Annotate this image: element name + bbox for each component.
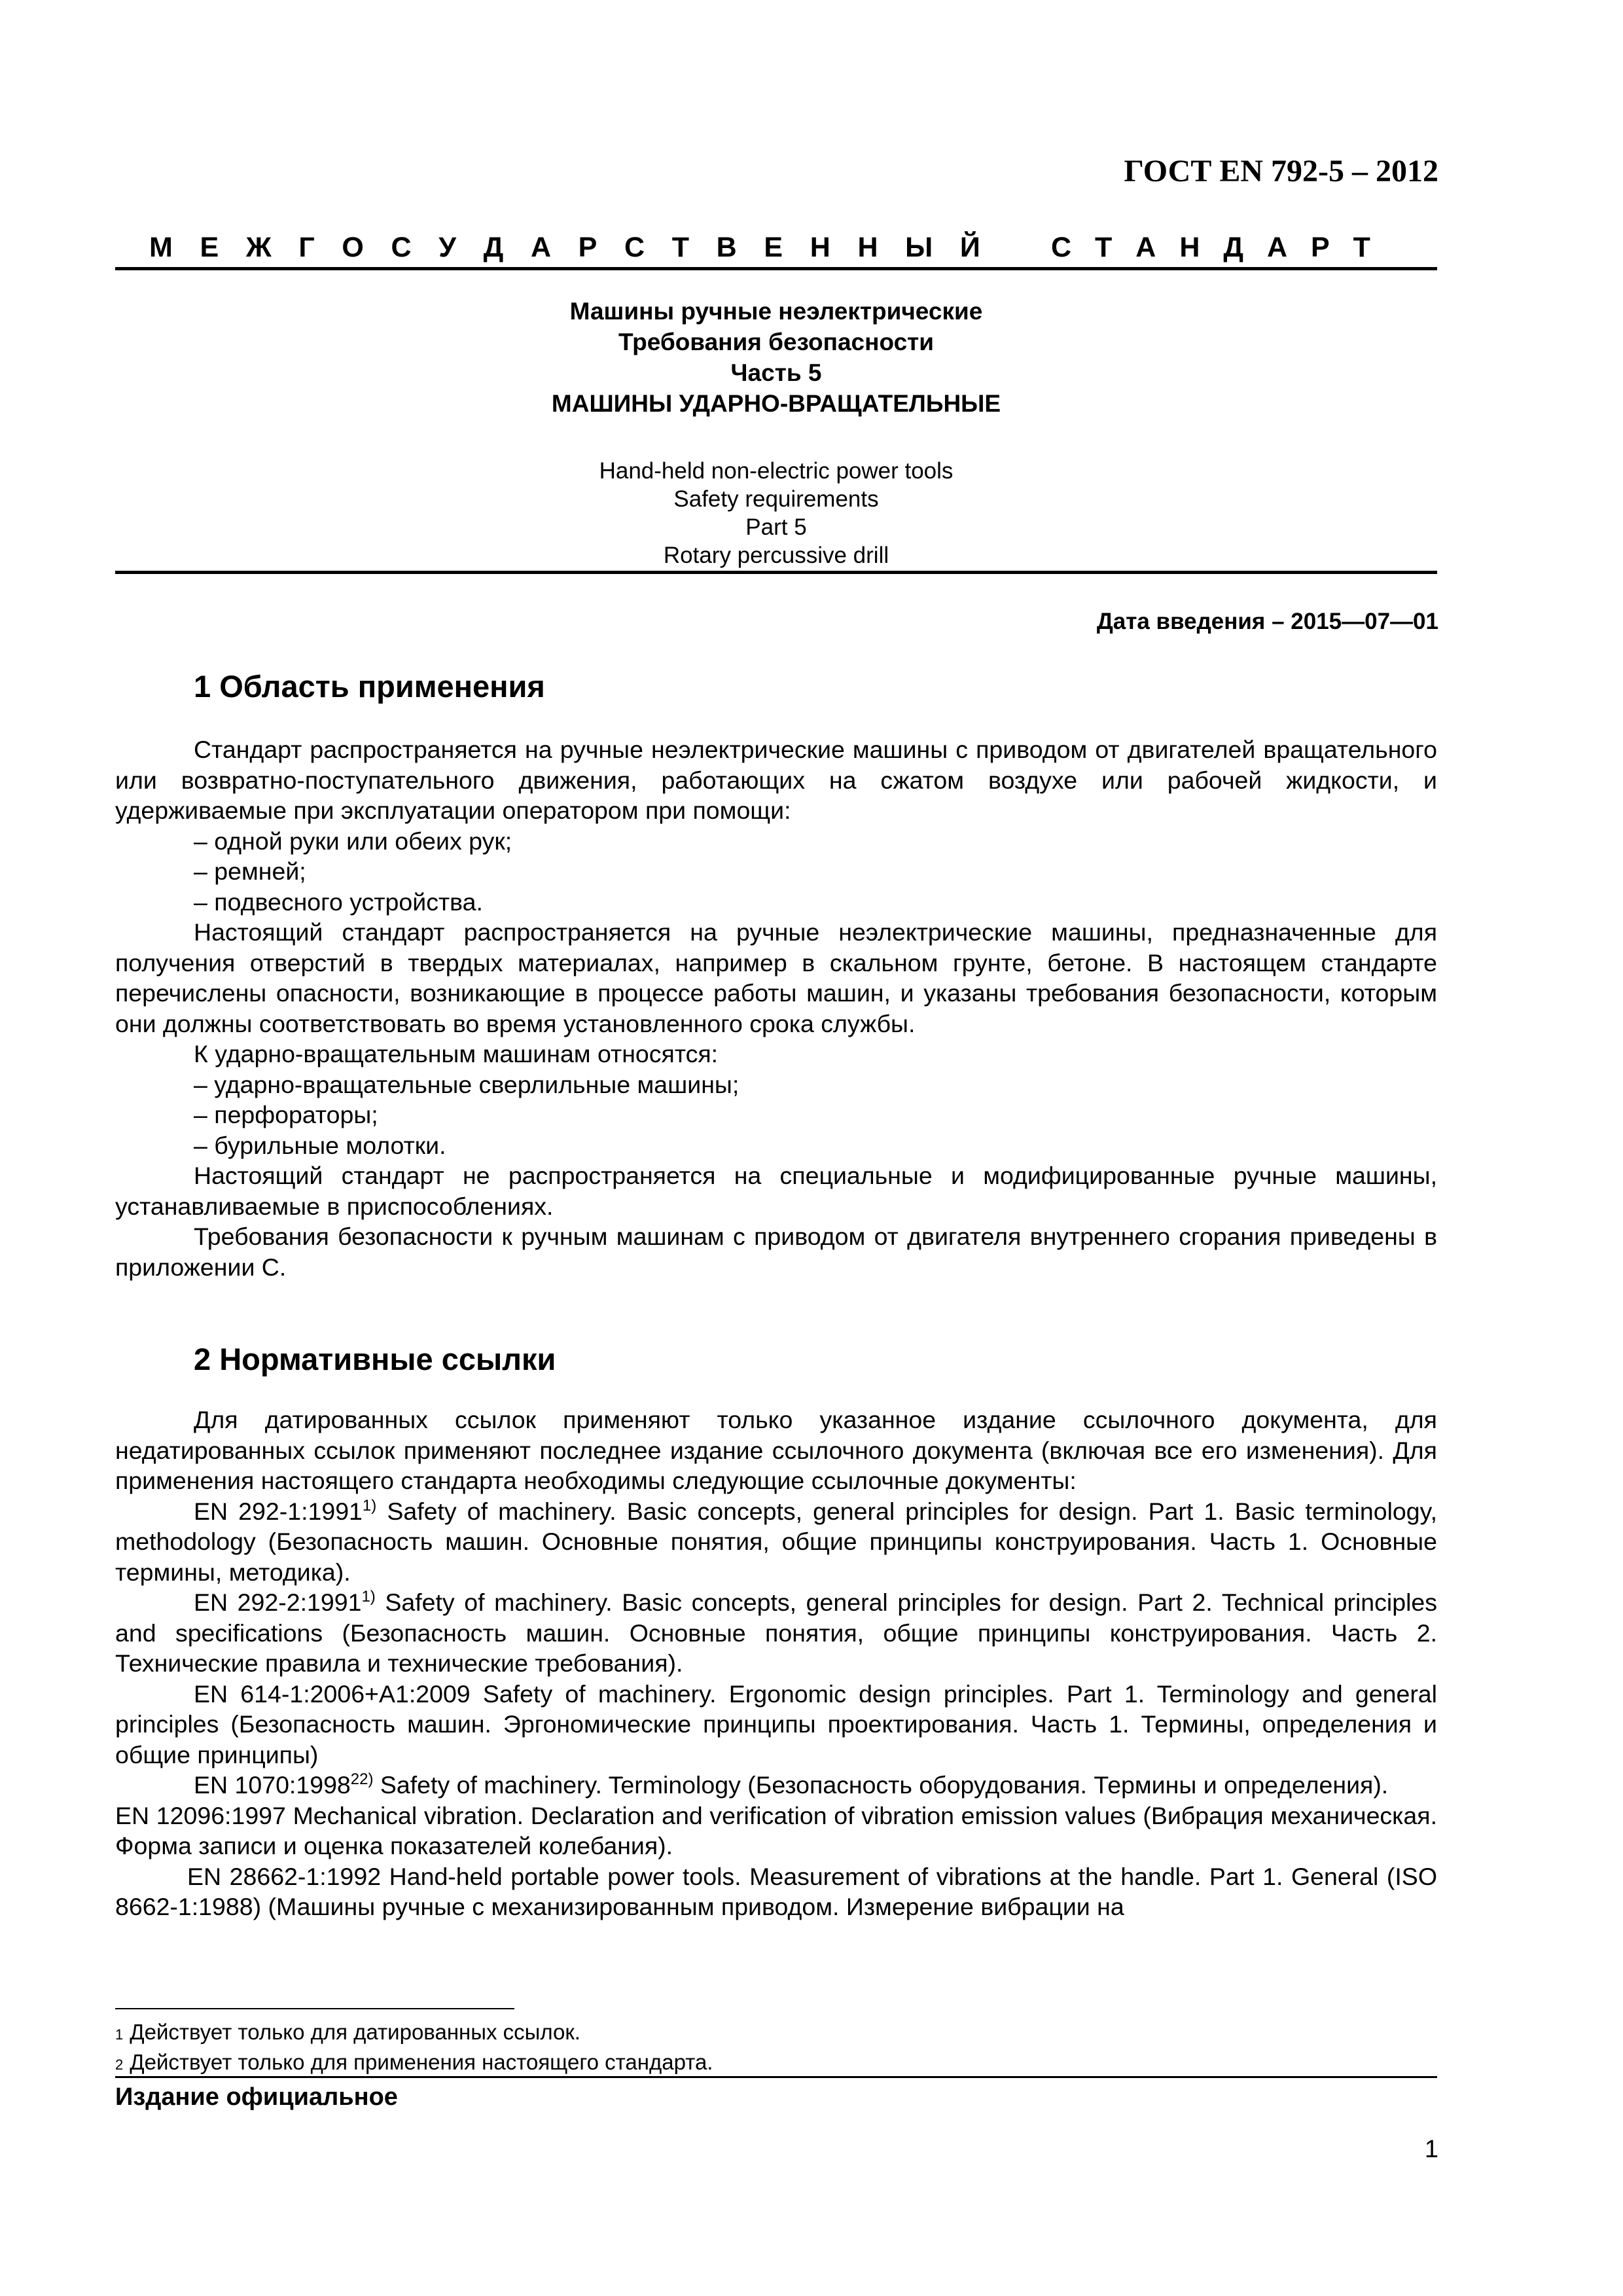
banner-letter: Е bbox=[764, 231, 783, 263]
reference-code: EN 614-1:2006+A1:2009 bbox=[194, 1679, 471, 1708]
banner-letter: Т bbox=[1353, 231, 1370, 263]
list-item: – перфораторы; bbox=[194, 1101, 378, 1128]
footnote bbox=[115, 2049, 1437, 2079]
banner-letter: Т bbox=[671, 231, 689, 263]
banner-letter: Й bbox=[959, 231, 980, 263]
banner-letter: У bbox=[438, 231, 456, 263]
banner-letter: В bbox=[716, 231, 737, 263]
reference-item bbox=[115, 1801, 1437, 1861]
banner-letter: Д bbox=[483, 231, 504, 263]
standard-banner bbox=[115, 226, 1437, 268]
banner-letter: С bbox=[624, 231, 645, 263]
reference-text: Safety of machinery. Basic concepts, general principles for design. Part 1. Basic terminology, methodology (Безопасность машин. Основные понятия, общие принципы конструирования. Часть 1. Основные термины, методика). bbox=[115, 1497, 1437, 1586]
reference-code: EN 292-2:1991 bbox=[194, 1588, 362, 1616]
footnote-ref: 1) bbox=[361, 1588, 376, 1605]
title-en-line: Hand-held non-electric power tools bbox=[599, 458, 954, 484]
banner-letter: С bbox=[1051, 231, 1072, 263]
banner-letter: Т bbox=[1095, 231, 1113, 263]
title-ru-line: Требования безопасности bbox=[618, 329, 935, 355]
reference-text: Safety of machinery. Basic concepts, general principles for design. Part 2. Technical principles and specifications (Безопасность машин. Основные понятия, общие принципы конструирования. Часть 2. Технические правила и технические требования). bbox=[115, 1588, 1438, 1677]
list-item: – одной руки или обеих рук; bbox=[194, 827, 512, 855]
list-item: – ударно-вращательные сверлильные машины; bbox=[194, 1070, 740, 1098]
footnotes bbox=[115, 2018, 1437, 2079]
section-2-body bbox=[115, 1405, 1437, 1922]
banner-letter: А bbox=[1266, 231, 1288, 263]
title-en-line: Rotary percussive drill bbox=[663, 543, 889, 568]
banner-letter: Ы bbox=[905, 231, 933, 263]
paragraph: К ударно-вращательным машинам относятся: bbox=[194, 1040, 719, 1067]
section-1-body bbox=[115, 734, 1437, 1282]
reference-item bbox=[115, 1679, 1437, 1770]
footnote-ref: 22) bbox=[350, 1770, 374, 1788]
banner-letter: Н bbox=[857, 231, 878, 263]
banner-letter: С bbox=[391, 231, 412, 263]
paragraph: Для датированных ссылок применяют только указанное издание ссылочного документа, для недатированных ссылок применяют последнее издание ссылочного документа (включая все его изменения). Для применения настоящего стандарта необходимы следующие ссылочные документы: bbox=[115, 1406, 1437, 1494]
footnote-mark: 2 bbox=[115, 2056, 124, 2073]
reference-code: EN 12096:1997 bbox=[115, 1801, 286, 1829]
banner-rule bbox=[115, 267, 1437, 270]
banner-letter: Н bbox=[810, 231, 830, 263]
banner-letter: Ж bbox=[245, 231, 272, 263]
banner-letter: Г bbox=[298, 231, 315, 263]
title-russian bbox=[115, 296, 1437, 419]
banner-letter: М bbox=[149, 231, 173, 263]
footnote-text: Действует только для датированных ссылок. bbox=[130, 2020, 580, 2044]
footnote-text: Действует только для применения настоящего стандарта. bbox=[130, 2050, 713, 2074]
title-rule bbox=[115, 571, 1437, 574]
banner-letter: О bbox=[342, 231, 364, 263]
paragraph: Настоящий стандарт не распространяется на специальные и модифицированные ручные машины, устанавливаемые в приспособлениях. bbox=[115, 1162, 1437, 1220]
document-code: ГОСТ EN 792-5 – 2012 bbox=[1124, 154, 1438, 188]
title-english bbox=[115, 457, 1437, 569]
title-en-line: Part 5 bbox=[745, 514, 807, 540]
banner-letter: Д bbox=[1223, 231, 1243, 263]
reference-text: Hand-held portable power tools. Measurement of vibrations at the handle. Part 1. General (ISO 8662-1:1988) (Машины ручные с механизированным приводом. Измерение вибрации на bbox=[115, 1862, 1437, 1920]
section-2-heading: 2 Нормативные ссылки bbox=[194, 1342, 556, 1376]
banner-letter: А bbox=[530, 231, 551, 263]
paragraph: Настоящий стандарт распространяется на ручные неэлектрические машины, предназначенные для получения отверстий в твердых материалах, например в скальном грунте, бетоне. В настоящем стандарте перечислены опасности, возникающие в процессе работы машин, и указаны требования безопасности, которым они должны соответствовать во время установленного срока службы. bbox=[115, 918, 1437, 1037]
title-ru-line: МАШИНЫ УДАРНО-ВРАЩАТЕЛЬНЫЕ bbox=[551, 390, 1001, 417]
footer-rule bbox=[115, 2076, 1437, 2078]
banner-word-standard bbox=[1051, 232, 1370, 264]
list-item: – подвесного устройства. bbox=[194, 888, 483, 916]
title-ru-line: Часть 5 bbox=[730, 359, 822, 386]
reference-text: Safety of machinery. Terminology (Безопасность оборудования. Термины и определения). bbox=[373, 1771, 1389, 1799]
banner-word-interstate bbox=[149, 232, 980, 264]
list-item: – бурильные молотки. bbox=[194, 1131, 446, 1159]
footnote-separator bbox=[115, 2008, 514, 2009]
section-1-heading: 1 Область применения bbox=[194, 669, 545, 704]
title-ru-line: Машины ручные неэлектрические bbox=[569, 298, 983, 325]
banner-letter: Е bbox=[200, 231, 219, 263]
title-en-line: Safety requirements bbox=[673, 486, 879, 512]
banner-letter: Н bbox=[1179, 231, 1200, 263]
paragraph: Требования безопасности к ручным машинам с приводом от двигателя внутреннего сгорания приведены в приложении С. bbox=[115, 1223, 1437, 1281]
reference-text: Mechanical vibration. Declaration and verification of vibration emission values (Вибрация механическая. Форма записи и оценка показателей колебания). bbox=[115, 1801, 1437, 1859]
reference-item bbox=[115, 1770, 1437, 1801]
footnote bbox=[115, 2018, 1437, 2049]
reference-code: EN 28662-1:1992 bbox=[187, 1862, 382, 1890]
reference-code: EN 292-1:1991 bbox=[194, 1497, 363, 1525]
reference-code: EN 1070:1998 bbox=[194, 1771, 351, 1799]
edition-label: Издание официальное bbox=[115, 2083, 398, 2111]
reference-text: Safety of machinery. Ergonomic design principles. Part 1. Terminology and general principles (Безопасность машин. Эргономические принципы проектирования. Часть 1. Термины, определения и общие принципы) bbox=[115, 1679, 1437, 1768]
banner-letter: Р bbox=[1310, 231, 1330, 263]
reference-item bbox=[115, 1861, 1437, 1922]
page-number: 1 bbox=[1424, 2136, 1438, 2163]
reference-item bbox=[115, 1587, 1437, 1679]
footnote-mark: 1 bbox=[115, 2026, 124, 2043]
list-item: – ремней; bbox=[194, 857, 306, 885]
footnote-ref: 1) bbox=[362, 1496, 377, 1515]
banner-letter: Р bbox=[578, 231, 597, 263]
banner-letter: А bbox=[1135, 231, 1156, 263]
effective-date: Дата введения – 2015—07—01 bbox=[1096, 609, 1438, 634]
paragraph: Стандарт распространяется на ручные неэлектрические машины с приводом от двигателей вращательного или возвратно-поступательного движения, работающих на сжатом воздухе или рабочей жидкости, и удерживаемые при эксплуатации оператором при помощи: bbox=[115, 736, 1437, 824]
reference-item bbox=[115, 1496, 1437, 1588]
